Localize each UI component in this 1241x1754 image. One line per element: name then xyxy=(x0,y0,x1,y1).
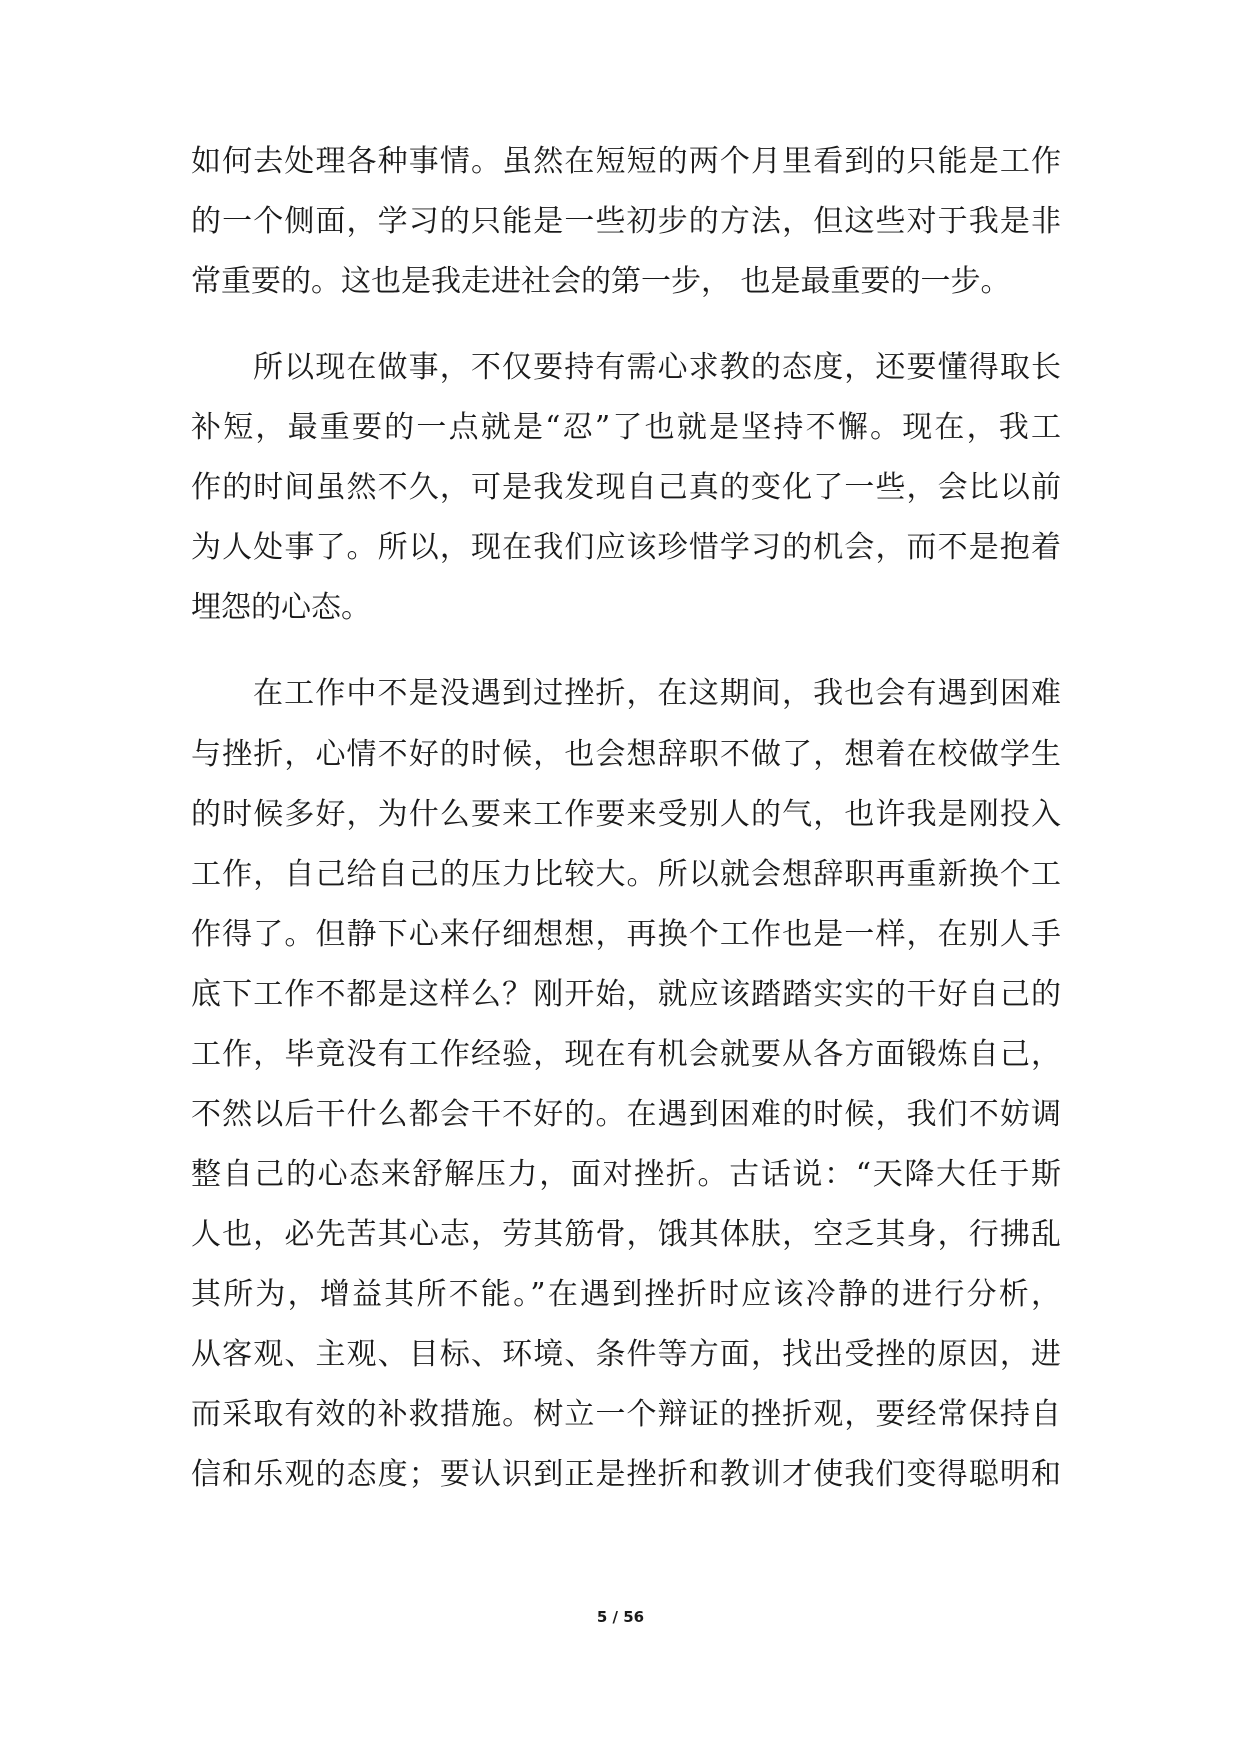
text-line: 如何去处理各种事情。虽然在短短的两个月里看到的只能是工作 xyxy=(191,144,1061,179)
text-line: 的一个侧面，学习的只能是一些初步的方法，但这些对于我是非 xyxy=(191,204,1061,239)
text-line: 整自己的心态来舒解压力，面对挫折。古话说：“天降大任于斯 xyxy=(191,1157,1061,1192)
page-number: 5 / 56 xyxy=(596,1608,645,1626)
text-line: 作的时间虽然不久，可是我发现自己真的变化了一些，会比以前 xyxy=(191,470,1061,505)
text-line: 不然以后干什么都会干不好的。在遇到困难的时候，我们不妨调 xyxy=(191,1097,1061,1132)
text-line: 人也，必先苦其心志，劳其筋骨，饿其体肤，空乏其身，行拂乱 xyxy=(191,1217,1061,1252)
text-line: 补短，最重要的一点就是“忍”了也就是坚持不懈。现在，我工 xyxy=(191,410,1061,445)
text-line: 埋怨的心态。 xyxy=(191,590,371,625)
text-line: 工作，毕竟没有工作经验，现在有机会就要从各方面锻炼自己， xyxy=(191,1037,1061,1072)
text-line: 而采取有效的补救措施。树立一个辩证的挫折观，要经常保持自 xyxy=(191,1397,1061,1432)
paragraph-first-line: 在工作中不是没遇到过挫折，在这期间，我也会有遇到困难 xyxy=(253,676,1061,711)
text-line: 作得了。但静下心来仔细想想，再换个工作也是一样，在别人手 xyxy=(191,917,1061,952)
text-line: 常重要的。这也是我走进社会的第一步， 也是最重要的一步。 xyxy=(191,264,1011,299)
text-line: 工作，自己给自己的压力比较大。所以就会想辞职再重新换个工 xyxy=(191,857,1061,892)
text-line: 信和乐观的态度；要认识到正是挫折和教训才使我们变得聪明和 xyxy=(191,1457,1061,1492)
paragraph-first-line: 所以现在做事，不仅要持有需心求教的态度，还要懂得取长 xyxy=(253,350,1061,385)
text-line: 与挫折，心情不好的时候，也会想辞职不做了，想着在校做学生 xyxy=(191,737,1061,772)
text-line: 其所为，增益其所不能。”在遇到挫折时应该冷静的进行分析， xyxy=(191,1277,1061,1312)
text-line: 的时候多好，为什么要来工作要来受别人的气，也许我是刚投入 xyxy=(191,797,1061,832)
text-line: 从客观、主观、目标、环境、条件等方面，找出受挫的原因，进 xyxy=(191,1337,1061,1372)
text-line: 为人处事了。所以，现在我们应该珍惜学习的机会，而不是抱着 xyxy=(191,530,1061,565)
text-line: 底下工作不都是这样么？刚开始，就应该踏踏实实的干好自己的 xyxy=(191,977,1061,1012)
